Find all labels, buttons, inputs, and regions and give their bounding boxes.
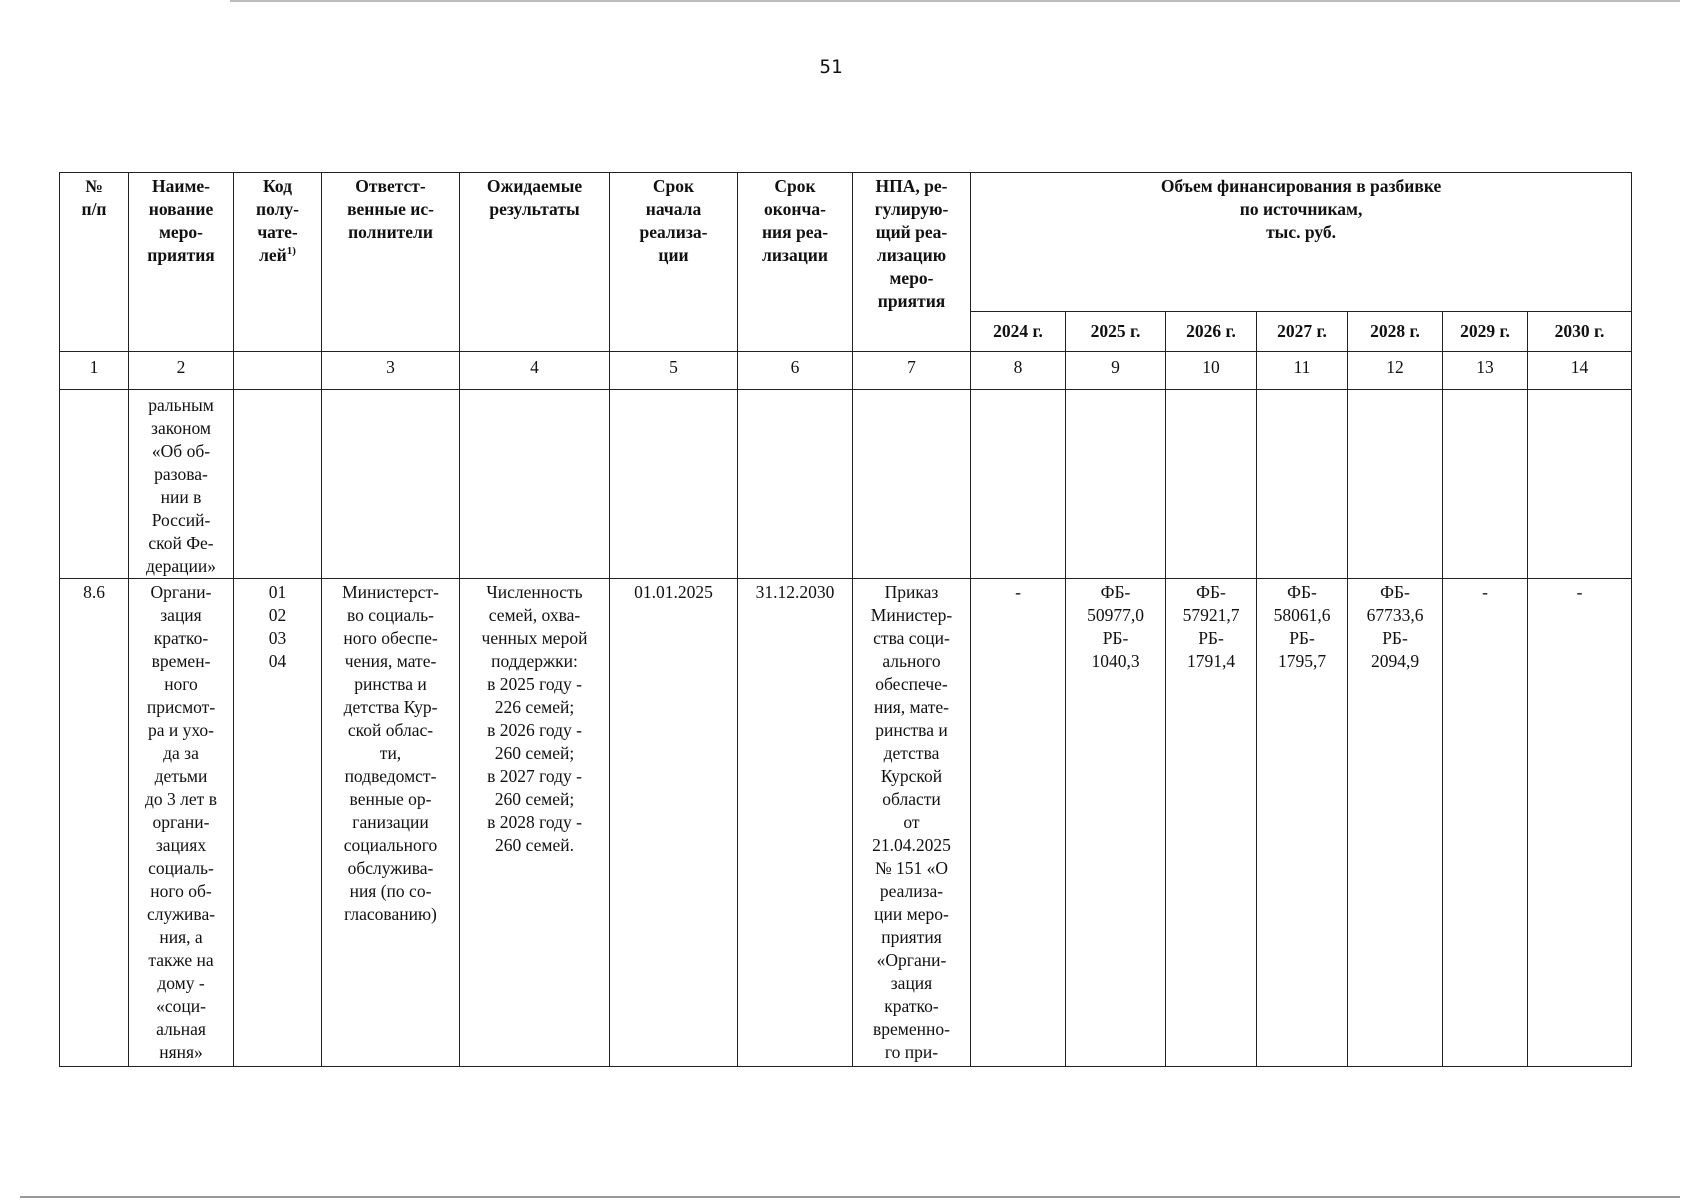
header-year-2025: 2025 г. [1066,312,1166,352]
header-executors: Ответст- венные ис- полнители [322,173,460,352]
colnum: 10 [1166,352,1257,390]
cell-empty [853,390,971,579]
header-npa: НПА, ре- гулирую- щий реа- лизацию меро- приятия [853,173,971,352]
cell-empty [1257,390,1348,579]
header-year-2026: 2026 г. [1166,312,1257,352]
colnum: 9 [1066,352,1166,390]
header-year-2029: 2029 г. [1443,312,1528,352]
cell-empty [738,390,853,579]
header-results: Ожидаемые результаты [460,173,610,352]
cell-start: 01.01.2025 [610,579,738,1067]
cell-end: 31.12.2030 [738,579,853,1067]
header-year-2027: 2027 г. [1257,312,1348,352]
header-name: Наиме- нование меро- приятия [129,173,234,352]
colnum: 2 [129,352,234,390]
colnum: 13 [1443,352,1528,390]
cell-empty [971,390,1066,579]
header-funding: Объем финансирования в разбивке по источникам, тыс. руб. [971,173,1632,312]
cell-empty [322,390,460,579]
table-row-continuation [60,390,1632,579]
column-number-row [60,352,1632,390]
cell-npa: Приказ Министер- ства соци- ального обеспече- ния, мате- ринства и детства Курской области от 21.04.2025 № 151 «О реализа- ции меро- приятия «Органи- зация кратко- временно- го при- [853,579,971,1067]
cell-name: Органи- зация кратко- времен- ного присмот- ра и ухо- да за детьми до 3 лет в органи- зациях социаль- ного об- служива- ния, а также на дому - «соци- альная няня» [129,579,234,1067]
colnum: 8 [971,352,1066,390]
cell-2026: ФБ- 57921,7 РБ- 1791,4 [1166,579,1257,1067]
cell-empty [60,390,129,579]
cell-name-continued: ральным законом «Об об- разова- нии в Россий- ской Фе- дерации» [129,390,234,579]
cell-executors: Министерст- во социаль- ного обеспе- чения, мате- ринства и детства Кур- ской облас- ти, подведомст- венные ор- ганизации социального обслужива- ния (по со- гласованию) [322,579,460,1067]
cell-empty [1443,390,1528,579]
cell-empty [1166,390,1257,579]
cell-2029: - [1443,579,1528,1067]
colnum: 12 [1348,352,1443,390]
colnum: 14 [1528,352,1632,390]
header-year-2030: 2030 г. [1528,312,1632,352]
financing-table [59,172,1632,1067]
cell-2027: ФБ- 58061,6 РБ- 1795,7 [1257,579,1348,1067]
cell-code: 01 02 03 04 [234,579,322,1067]
header-end: Срок оконча- ния реа- лизации [738,173,853,352]
cell-empty [460,390,610,579]
table-row-8-6 [60,579,1632,1067]
cell-empty [1348,390,1443,579]
colnum: 6 [738,352,853,390]
colnum: 3 [322,352,460,390]
cell-num: 8.6 [60,579,129,1067]
cell-empty [610,390,738,579]
cell-empty [234,390,322,579]
header-code [234,173,322,352]
header-start: Срок начала реализа- ции [610,173,738,352]
cell-results: Численность семей, охва- ченных мерой поддержки: в 2025 году - 226 семей; в 2026 году - 260 семей; в 2027 году - 260 семей; в 2028 году - 260 семей. [460,579,610,1067]
cell-empty [1528,390,1632,579]
header-num: № п/п [60,173,129,352]
cell-2028: ФБ- 67733,6 РБ- 2094,9 [1348,579,1443,1067]
scan-edge-top [230,0,1680,2]
cell-empty [1066,390,1166,579]
scan-edge-bottom [20,1196,1680,1198]
cell-2025: ФБ- 50977,0 РБ- 1040,3 [1066,579,1166,1067]
header-code-text: Код полу- чате- лей [256,176,299,265]
colnum: 4 [460,352,610,390]
colnum [234,352,322,390]
colnum: 1 [60,352,129,390]
page-number: 51 [819,56,843,78]
cell-2030: - [1528,579,1632,1067]
header-row [60,173,1632,312]
header-code-footnote: 1) [286,245,296,258]
colnum: 5 [610,352,738,390]
header-year-2024: 2024 г. [971,312,1066,352]
cell-2024: - [971,579,1066,1067]
colnum: 7 [853,352,971,390]
header-year-2028: 2028 г. [1348,312,1443,352]
colnum: 11 [1257,352,1348,390]
